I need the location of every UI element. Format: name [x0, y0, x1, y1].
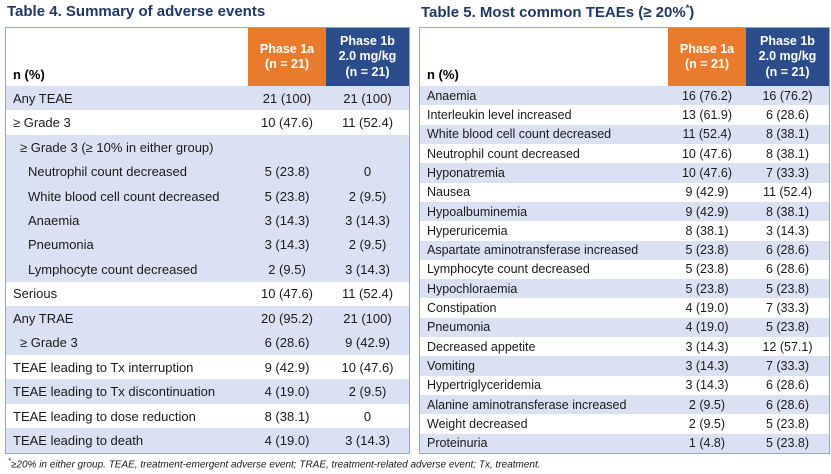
table-row — [420, 105, 829, 124]
phase1a-value: 11 (52.4) — [682, 127, 732, 142]
phase1a-value: 9 (42.9) — [685, 185, 729, 200]
row-label: TEAE leading to Tx discontinuation — [13, 384, 216, 400]
table-row — [6, 257, 409, 281]
phase1a-value: 10 (47.6) — [260, 286, 314, 302]
table-row — [420, 221, 829, 240]
row-label: Constipation — [427, 301, 497, 316]
common-teaes-table-section — [419, 3, 830, 454]
table4-phase1a-header — [248, 28, 326, 86]
table-row — [420, 414, 829, 433]
table5-n-percent-label — [420, 28, 668, 86]
phase1a-value: 21 (100) — [262, 90, 312, 106]
phase1a-value: 5 (23.8) — [685, 243, 729, 258]
table-row — [6, 331, 409, 355]
adverse-events-table-section — [5, 3, 410, 454]
phase1b-value: 6 (28.6) — [765, 378, 810, 393]
phase1b-value: 11 (52.4) — [341, 286, 394, 302]
phase1a-value: 9 (42.9) — [685, 204, 729, 219]
row-label: Hyperuricemia — [427, 223, 508, 238]
table-row — [420, 395, 829, 414]
phase1b-value: 5 (23.8) — [765, 436, 810, 451]
phase1a-value: 3 (14.3) — [264, 237, 310, 253]
row-label: Lymphocyte count decreased — [28, 261, 198, 277]
row-label: Interleukin level increased — [427, 107, 572, 122]
table4-phase1b-header — [326, 28, 409, 86]
phase1b-line3: (n = 21) — [765, 64, 810, 79]
table-row — [420, 202, 829, 221]
row-label: Proteinuria — [427, 436, 488, 451]
table-row — [420, 163, 829, 182]
table-row — [420, 241, 829, 260]
row-label: Alanine aminotransferase increased — [427, 397, 627, 412]
phase1b-value: 3 (14.3) — [765, 223, 810, 238]
row-label: Any TRAE — [13, 310, 74, 326]
row-label: TEAE leading to dose reduction — [13, 408, 196, 424]
phase1a-value: 3 (14.3) — [685, 339, 729, 354]
phase1b-value: 3 (14.3) — [345, 212, 390, 228]
table4-title-text: Table 4. Summary of adverse events — [7, 3, 266, 20]
phase1a-value: 10 (47.6) — [681, 146, 733, 161]
phase1a-value: 3 (14.3) — [685, 378, 729, 393]
phase1b-line3: (n = 21) — [345, 64, 390, 79]
row-label: Hypoalbuminemia — [427, 204, 528, 219]
phase1b-value: 11 (52.4) — [341, 115, 394, 131]
phase1b-value: 21 (100) — [343, 90, 392, 106]
phase1a-value: 3 (14.3) — [685, 359, 729, 374]
phase1b-value: 3 (14.3) — [345, 261, 390, 277]
phase1b-value: 16 (76.2) — [762, 88, 813, 103]
row-label: Pneumonia — [28, 237, 94, 253]
phase1a-value: 6 (28.6) — [264, 335, 310, 351]
phase1a-value: 2 (9.5) — [688, 416, 726, 431]
phase1a-value: 8 (38.1) — [264, 408, 310, 424]
phase1b-value: 5 (23.8) — [765, 416, 810, 431]
table-row — [6, 159, 409, 183]
footnote-asterisk: * — [8, 456, 11, 465]
phase1a-value: 5 (23.8) — [685, 262, 729, 277]
row-label: White blood cell count decreased — [427, 127, 612, 142]
phase1a-value: 4 (19.0) — [685, 320, 729, 335]
phase1b-value: 8 (38.1) — [765, 146, 810, 161]
table-row — [6, 86, 409, 110]
phase1a-line2: (n = 21) — [684, 57, 730, 71]
table5-body — [420, 86, 829, 453]
row-label: ≥ Grade 3 — [20, 335, 78, 351]
table-row — [6, 110, 409, 134]
n-percent-text: n (%) — [427, 67, 459, 82]
table5-phase1a-header — [668, 28, 746, 86]
table-row — [420, 183, 829, 202]
phase1b-value: 7 (33.3) — [765, 301, 810, 316]
phase1a-value: 2 (9.5) — [268, 261, 306, 277]
n-percent-text: n (%) — [13, 67, 45, 82]
phase1b-value: 9 (42.9) — [345, 335, 390, 351]
phase1b-value: 2 (9.5) — [348, 384, 387, 400]
table4-body — [6, 86, 409, 453]
phase1b-value: 7 (33.3) — [765, 359, 810, 374]
phase1a-value: 20 (95.2) — [260, 310, 314, 326]
table-row — [420, 337, 829, 356]
table-row — [6, 428, 409, 452]
table-row — [6, 135, 409, 159]
row-label: Nausea — [427, 185, 471, 200]
table5-title-close: ) — [689, 4, 695, 21]
phase1b-value: 21 (100) — [343, 310, 392, 326]
table-row — [420, 356, 829, 375]
table-row — [6, 355, 409, 379]
phase1b-value: 6 (28.6) — [765, 243, 810, 258]
row-label: White blood cell count decreased — [28, 188, 220, 204]
row-label: Anaemia — [28, 212, 80, 228]
row-label: Vomiting — [427, 359, 475, 374]
row-label: Aspartate aminotransferase increased — [427, 243, 639, 258]
table5-header-row — [420, 28, 829, 86]
row-label: ≥ Grade 3 (≥ 10% in either group) — [20, 139, 214, 155]
table-row — [6, 184, 409, 208]
row-label: TEAE leading to death — [13, 433, 144, 449]
table-row — [6, 282, 409, 306]
table-row — [420, 376, 829, 395]
phase1b-value: 0 — [363, 408, 372, 424]
phase1a-value: 5 (23.8) — [685, 281, 729, 296]
phase1b-value: 2 (9.5) — [348, 237, 387, 253]
table-row — [420, 298, 829, 317]
phase1b-value: 8 (38.1) — [765, 204, 810, 219]
phase1b-value: 5 (23.8) — [765, 320, 810, 335]
phase1b-line2: 2.0 mg/kg — [758, 49, 817, 64]
table-row — [6, 379, 409, 403]
phase1a-value: 2 (9.5) — [688, 397, 726, 412]
phase1a-line2: (n = 21) — [264, 57, 310, 71]
row-label: Serious — [13, 286, 58, 302]
table4 — [5, 27, 410, 454]
row-label: Hyponatremia — [427, 165, 505, 180]
row-label: Neutrophil count decreased — [427, 146, 580, 161]
phase1a-value: 9 (42.9) — [264, 359, 310, 375]
phase1a-value: 4 (19.0) — [264, 384, 310, 400]
table4-header-row — [6, 28, 409, 86]
footnote-text: ≥20% in either group. TEAE, treatment-emergent adverse event; TRAE, treatment-related adverse event; Tx, treatment. — [10, 459, 541, 471]
table-row — [6, 404, 409, 428]
phase1a-value: 10 (47.6) — [260, 115, 314, 131]
row-label: Pneumonia — [427, 320, 491, 335]
phase1a-value: 8 (38.1) — [685, 223, 729, 238]
table-row — [420, 86, 829, 105]
phase1a-line1: Phase 1a — [679, 41, 735, 56]
phase1a-value: 10 (47.6) — [681, 165, 733, 180]
phase1b-value: 8 (38.1) — [765, 127, 810, 142]
table5-title-asterisk: * — [685, 3, 690, 13]
table4-title — [7, 3, 410, 22]
table-row — [420, 144, 829, 163]
phase1a-value: 3 (14.3) — [264, 212, 310, 228]
phase1b-value: 12 (57.1) — [762, 339, 813, 354]
table-row — [6, 306, 409, 330]
phase1b-value: 6 (28.6) — [765, 262, 810, 277]
footnote — [8, 456, 541, 470]
row-label: Any TEAE — [13, 90, 73, 106]
row-label: TEAE leading to Tx interruption — [13, 359, 194, 375]
phase1b-value: 6 (28.6) — [765, 397, 810, 412]
phase1a-value: 5 (23.8) — [264, 188, 310, 204]
row-label: Weight decreased — [427, 416, 528, 431]
phase1b-value: 5 (23.8) — [765, 281, 810, 296]
phase1a-value: 5 (23.8) — [264, 164, 310, 180]
table-row — [420, 318, 829, 337]
table5-phase1b-header — [746, 28, 829, 86]
table-row — [6, 208, 409, 232]
phase1b-value: 11 (52.4) — [762, 185, 813, 200]
table5-title-text: Table 5. Most common TEAEs (≥ 20% — [421, 4, 686, 21]
row-label: Neutrophil count decreased — [28, 164, 187, 180]
table-row — [420, 260, 829, 279]
phase1b-line2: 2.0 mg/kg — [338, 49, 397, 64]
row-label: Lymphocyte count decreased — [427, 262, 590, 277]
phase1b-line1: Phase 1b — [760, 34, 815, 49]
phase1a-value: 4 (19.0) — [685, 301, 729, 316]
phase1b-value: 7 (33.3) — [765, 165, 810, 180]
phase1b-value: 10 (47.6) — [341, 359, 394, 375]
phase1b-value: 0 — [363, 164, 372, 180]
phase1b-value: 6 (28.6) — [765, 107, 810, 122]
phase1a-value: 13 (61.9) — [681, 107, 733, 122]
row-label: Hypertriglyceridemia — [427, 378, 541, 393]
row-label: ≥ Grade 3 — [13, 115, 71, 131]
table-row — [420, 279, 829, 298]
phase1b-value: 3 (14.3) — [345, 433, 390, 449]
phase1a-value: 4 (19.0) — [264, 433, 310, 449]
phase1a-value: 1 (4.8) — [688, 436, 726, 451]
table-row — [420, 125, 829, 144]
row-label: Anaemia — [427, 88, 477, 103]
table-row — [6, 233, 409, 257]
phase1a-value: 16 (76.2) — [681, 88, 733, 103]
table-row — [420, 434, 829, 453]
row-label: Hypochloraemia — [427, 281, 518, 296]
phase1b-value: 2 (9.5) — [348, 188, 387, 204]
phase1a-line1: Phase 1a — [259, 41, 315, 56]
table5-title — [421, 3, 830, 22]
row-label: Decreased appetite — [427, 339, 536, 354]
table4-n-percent-label — [6, 28, 248, 86]
phase1b-line1: Phase 1b — [340, 34, 395, 49]
table5 — [419, 27, 830, 454]
